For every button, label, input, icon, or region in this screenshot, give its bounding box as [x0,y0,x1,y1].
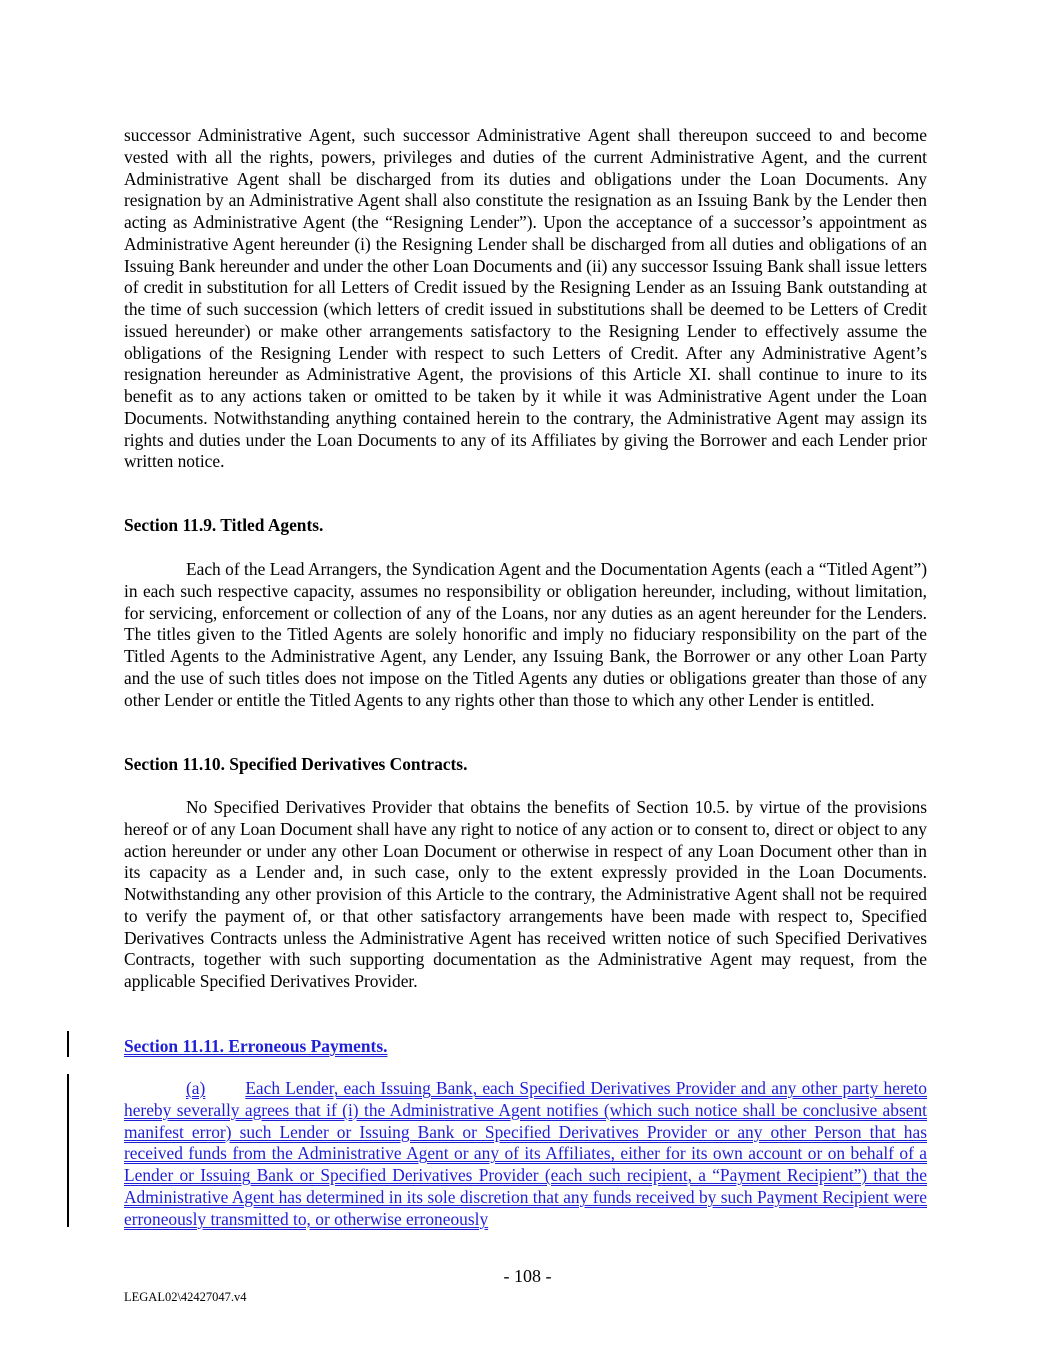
paragraph-successor-agent: successor Administrative Agent, such successor Administrative Agent shall thereupon succeed to and become vested with all the rights, powers, privileges and duties of the current Administrative Agent, and the current Administrative Agent shall be discharged from its duties and obligations under the Loan Documents. Any resignation by an Administrative Agent shall also constitute the resignation as an Issuing Bank by the Lender then acting as Administrative Agent (the “Resigning Lender”). Upon the acceptance of a successor’s appointment as Administrative Agent hereunder (i) the Resigning Lender shall be discharged from all duties and obligations of an Issuing Bank hereunder and under the other Loan Documents and (ii) any successor Issuing Bank shall issue letters of credit in substitution for all Letters of Credit issued by the Resigning Lender as an Issuing Bank outstanding at the time of such succession (which letters of credit issued in substitutions shall be deemed to be Letters of Credit issued hereunder) or make other arrangements satisfactory to the Resigning Lender to effectively assume the obligations of the Resigning Lender with respect to such Letters of Credit. After any Administrative Agent’s resignation hereunder as Administrative Agent, the provisions of this Article XI. shall continue to inure to its benefit as to any actions taken or omitted to be taken by it while it was Administrative Agent under the Loan Documents. Notwithstanding anything contained herein to the contrary, the Administrative Agent may assign its rights and duties under the Loan Documents to any of its Affiliates by giving the Borrower and each Lender prior written notice. [124,125,927,472]
change-bar-heading [67,1031,69,1057]
clause-a-text: Each Lender, each Issuing Bank, each Specified Derivatives Provider and any other party hereto hereby severally agrees that if (i) the Administrative Agent notifies (which such notice shall be conclusive absent manifest error) such Lender or Issuing Bank or Specified Derivatives Provider or any other Person that has received funds from the Administrative Agent or any of its Affiliates, either for its own account or on behalf of a Lender or Issuing Bank or Specified Derivatives Provider (each such recipient, a “Payment Recipient”) that the Administrative Agent has determined in its sole discretion that any funds received by such Payment Recipient were erroneously transmitted to, or otherwise erroneously [124,1078,927,1229]
change-bar-body [67,1074,69,1227]
section-11-11-heading: Section 11.11. Erroneous Payments. [124,1036,388,1056]
section-11-10-body: No Specified Derivatives Provider that obtains the benefits of Section 10.5. by virtue of the provisions hereof or of any Loan Document shall have any right to notice of any action or to consent to, direct or object to any action hereunder or under any other Loan Document or otherwise in respect of any Loan Document other than in its capacity as a Lender and, in such case, only to the extent expressly provided in the Loan Documents. Notwithstanding any other provision of this Article to the contrary, the Administrative Agent shall not be required to verify the payment of, or that other satisfactory arrangements have been made with respect to, Specified Derivatives Contracts unless the Administrative Agent has received written notice of such Specified Derivatives Contracts, together with such supporting documentation as the Administrative Agent may request, from the applicable Specified Derivatives Provider. [124,797,927,991]
clause-a-label: (a) [186,1078,206,1098]
section-11-9-body: Each of the Lead Arrangers, the Syndication Agent and the Documentation Agents (each a “Titled Agent”) in each such respective capacity, assumes no responsibility or obligation hereunder, including, without limitation, for servicing, enforcement or collection of any of the Loans, nor any duties as an agent hereunder for the Lenders. The titles given to the Titled Agents are solely honorific and imply no fiduciary responsibility on the part of the Titled Agents to the Administrative Agent, any Lender, any Issuing Bank, the Borrower or any other Loan Party and the use of such titles does not impose on the Titled Agents any duties or obligations greater than those of any other Lender or entitle the Titled Agents to any rights other than those to which any other Lender is entitled. [124,559,927,710]
document-id: LEGAL02\42427047.v4 [124,1290,247,1304]
section-11-9-heading: Section 11.9. Titled Agents. [124,515,324,535]
page-number: - 108 - [503,1266,552,1286]
section-11-11-clause-a [124,1078,927,1230]
section-11-10-heading: Section 11.10. Specified Derivatives Contracts. [124,754,468,774]
